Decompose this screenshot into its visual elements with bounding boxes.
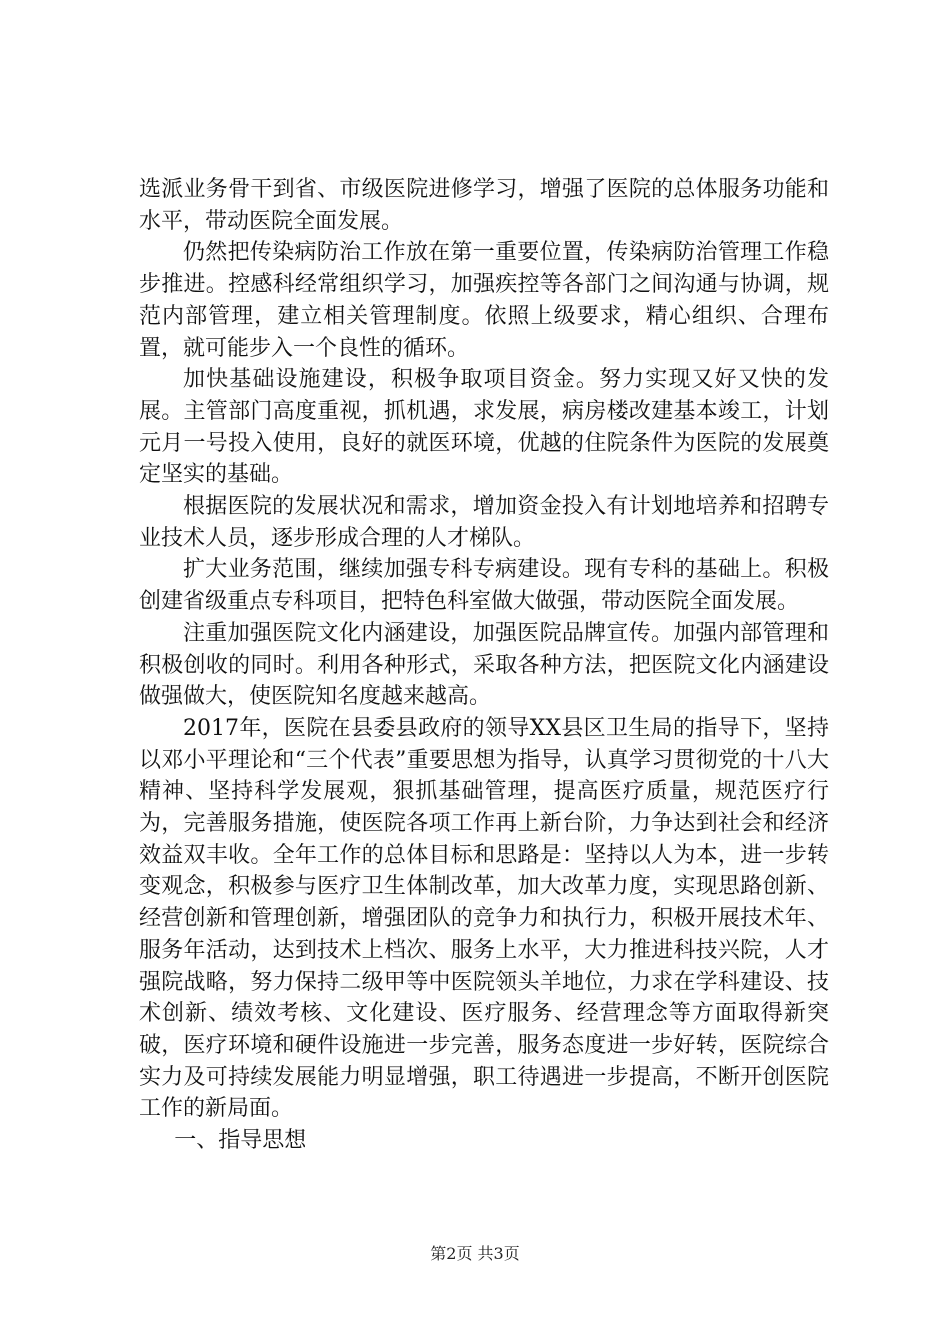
section-heading: 一、指导思想 [174, 1128, 307, 1154]
paragraph-6: 注重加强医院文化内涵建设，加强医院品牌宣传。加强内部管理和积极创收的同时。利用各种形式，采取各种方法，把医院文化内涵建设做强做大，使医院知名度越来越高。 [139, 620, 829, 710]
paragraph-5: 扩大业务范围，继续加强专科专病建设。现有专科的基础上。积极创建省级重点专科项目，把特色科室做大做强，带动医院全面发展。 [139, 557, 829, 615]
document-body [139, 174, 829, 1157]
paragraph-2: 仍然把传染病防治工作放在第一重要位置，传染病防治管理工作稳步推进。控感科经常组织学习，加强疾控等各部门之间沟通与协调，规范内部管理，建立相关管理制度。依照上级要求，精心组织、合理布置，就可能步入一个良性的循环。 [139, 240, 829, 361]
paragraph-1: 选派业务骨干到省、市级医院进修学习，增强了医院的总体服务功能和水平，带动医院全面发展。 [139, 177, 829, 234]
paragraph-4: 根据医院的发展状况和需求，增加资金投入有计划地培养和招聘专业技术人员，逐步形成合理的人才梯队。 [139, 494, 829, 551]
paragraph-7: 2017年，医院在县委县政府的领导XX县区卫生局的指导下，坚持以邓小平理论和“三个代表”重要思想为指导，认真学习贯彻党的十八大精神、坚持科学发展观，狠抓基础管理，提高医疗质量，规范医疗行为，完善服务措施，使医院各项工作再上新台阶，力争达到社会和经济效益双丰收。全年工作的总体目标和思路是：坚持以人为本，进一步转变观念，积极参与医疗卫生体制改革，加大改革力度，实现思路创新、经营创新和管理创新，增强团队的竞争力和执行力，积极开展技术年、服务年活动，达到技术上档次、服务上水平，大力推进科技兴院，人才强院战略，努力保持二级甲等中医院领头羊地位，力求在学科建设、技术创新、绩效考核、文化建设、医疗服务、经营理念等方面取得新突破，医疗环境和硬件设施进一步完善，服务态度进一步好转，医院综合实力及可持续发展能力明显增强，职工待遇进一步提高，不断开创医院工作的新局面。 [139, 715, 829, 1122]
paragraph-3: 加快基础设施建设，积极争取项目资金。努力实现又好又快的发展。主管部门高度重视，抓机遇，求发展，病房楼改建基本竣工，计划元月一号投入使用，良好的就医环境，优越的住院条件为医院的发展奠定坚实的基础。 [139, 367, 829, 488]
page-footer: 第2页 共3页 [430, 1244, 520, 1263]
